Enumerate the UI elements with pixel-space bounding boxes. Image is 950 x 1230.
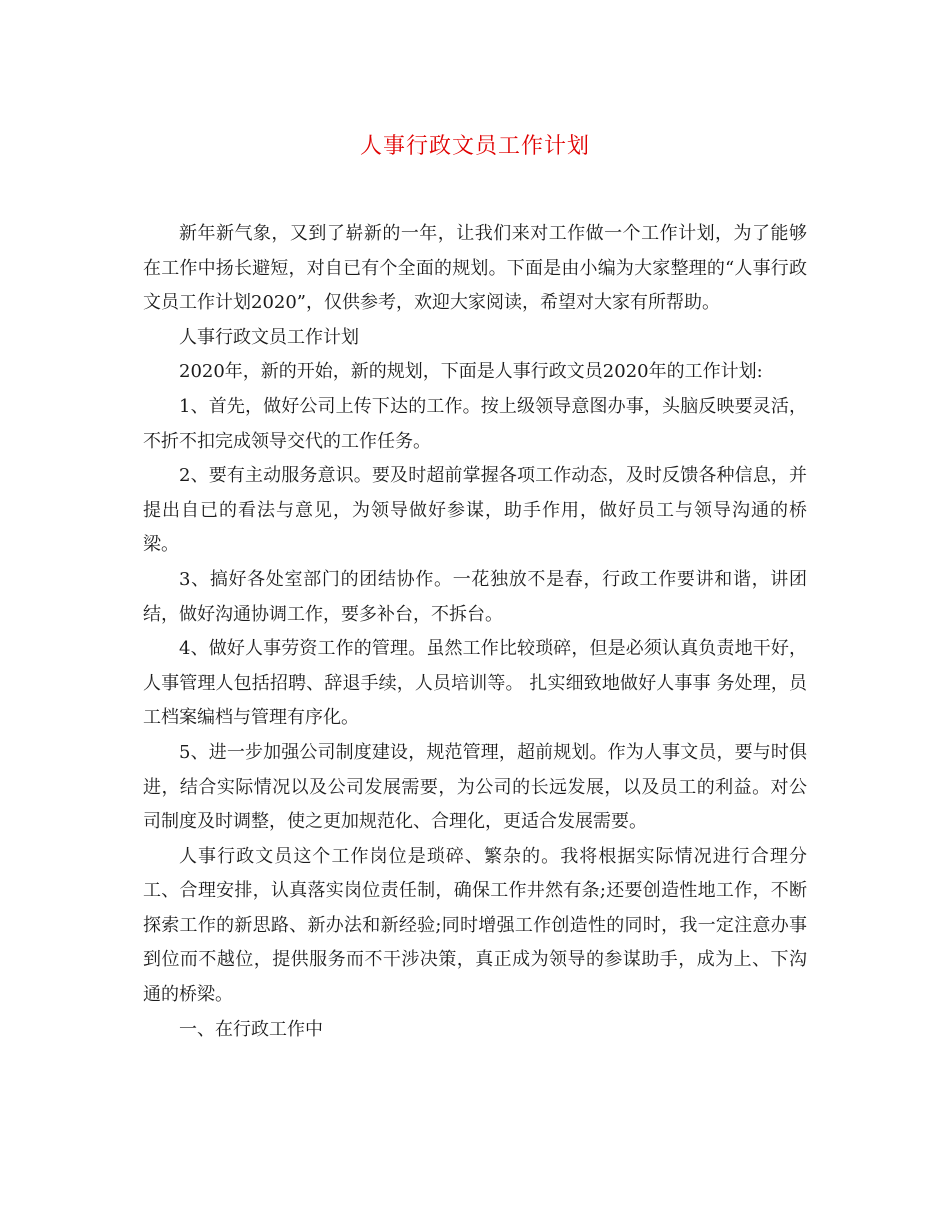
document-title: 人事行政文员工作计划 (359, 134, 590, 159)
plan-item-3: 3、搞好各处室部门的团结协作。一花独放不是春，行政工作要讲和谐，讲团结，做好沟通协调工作，要多补台，不拆台。 (143, 568, 807, 625)
summary-paragraph: 人事行政文员这个工作岗位是琐碎、繁杂的。我将根据实际情况进行合理分工、合理安排，认真落实岗位责任制，确保工作井然有条;还要创造性地工作，不断探索工作的新思路、新办法和新经验;同时增强工作创造性的同时，我一定注意办事到位而不越位，提供服务而不干涉决策，真正成为领导的参谋助手，成为上、下沟通的桥梁。 (143, 845, 807, 1006)
plan-item-1: 1、首先，做好公司上传下达的工作。按上级领导意图办事，头脑反映要灵活，不折不扣完成领导交代的工作任务。 (143, 395, 807, 452)
plan-item-4: 4、做好人事劳资工作的管理。虽然工作比较琐碎，但是必须认真负责地干好，人事管理人包括招聘、辞退手续，人员培训等。 扎实细致地做好人事事 务处理，员工档案编档与管理有序化。 (143, 638, 807, 729)
plan-intro-paragraph: 2020年，新的开始，新的规划，下面是人事行政文员2020年的工作计划: (179, 361, 763, 383)
intro-paragraph: 新年新气象，又到了崭新的一年，让我们来对工作做一个工作计划，为了能够在工作中扬长避短，对自已有个全面的规划。下面是由小编为大家整理的“人事行政文员工作计划2020”，仅供参考，欢迎大家阅读，希望对大家有所帮助。 (143, 223, 807, 314)
section-heading: 人事行政文员工作计划 (179, 326, 359, 348)
document-body (143, 217, 807, 1047)
plan-item-2: 2、要有主动服务意识。要及时超前掌握各项工作动态，及时反馈各种信息，并提出自已的看法与意见，为领导做好参谋，助手作用，做好员工与领导沟通的桥梁。 (143, 465, 807, 556)
plan-item-5: 5、进一步加强公司制度建设，规范管理，超前规划。作为人事文员，要与时俱进，结合实际情况以及公司发展需要，为公司的长远发展，以及员工的利益。对公司制度及时调整，使之更加规范化、合理化，更适合发展需要。 (143, 741, 807, 833)
subsection-heading: 一、在行政工作中 (179, 1018, 323, 1040)
